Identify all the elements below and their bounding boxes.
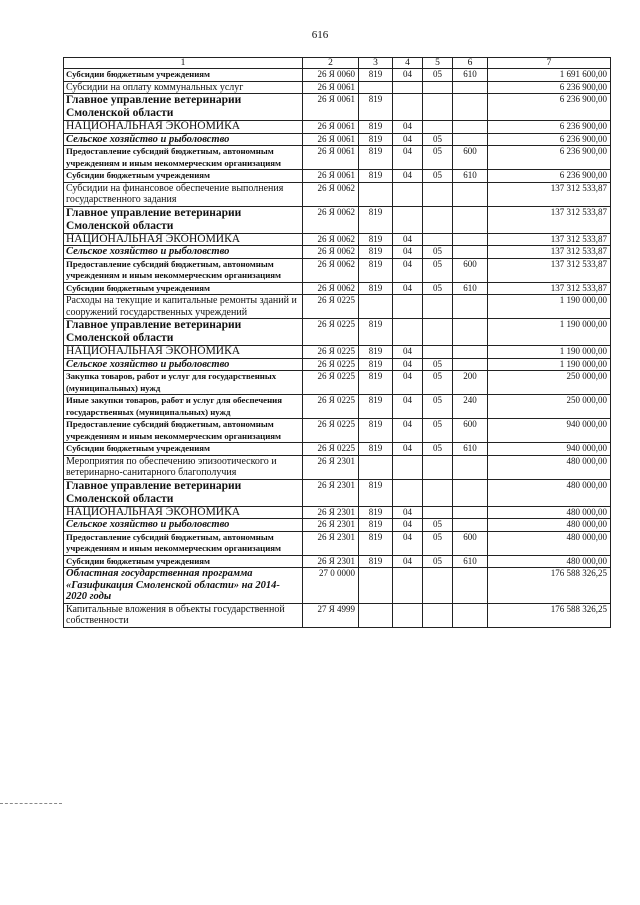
subsection-code: 05: [423, 133, 453, 146]
section-code: 04: [393, 258, 423, 282]
amount: 6 236 900,00: [488, 170, 611, 183]
row-name: Сельское хозяйство и рыболовство: [64, 246, 303, 259]
row-name: Капитальные вложения в объекты государственной собственности: [64, 603, 303, 627]
table-row: [64, 395, 611, 419]
department-code: 819: [359, 358, 393, 371]
subsection-code: 05: [423, 443, 453, 456]
section-code: 04: [393, 371, 423, 395]
subsection-code: [423, 81, 453, 94]
department-code: [359, 295, 393, 319]
row-name: Мероприятия по обеспечению эпизоотического и ветеринарно-санитарного благополучия: [64, 455, 303, 479]
target-article-code: 26 Я 0225: [303, 419, 359, 443]
department-code: 819: [359, 94, 393, 121]
section-code: [393, 81, 423, 94]
row-name: Главное управление ветеринарии Смоленской области: [64, 94, 303, 121]
row-name: Закупка товаров, работ и услуг для государственных (муниципальных) нужд: [64, 371, 303, 395]
section-code: 04: [393, 531, 423, 555]
column-number: 7: [488, 58, 611, 69]
amount: 940 000,00: [488, 419, 611, 443]
row-name: Предоставление субсидий бюджетным, автономным учреждениям и иным некоммерческим организациям: [64, 146, 303, 170]
table-row: [64, 233, 611, 246]
amount: 6 236 900,00: [488, 133, 611, 146]
table-row: [64, 371, 611, 395]
subsection-code: 05: [423, 519, 453, 532]
department-code: 819: [359, 206, 393, 233]
amount: 940 000,00: [488, 443, 611, 456]
department-code: 819: [359, 395, 393, 419]
amount: 6 236 900,00: [488, 121, 611, 134]
subsection-code: [423, 346, 453, 359]
department-code: 819: [359, 419, 393, 443]
target-article-code: 26 Я 2301: [303, 479, 359, 506]
column-number: 5: [423, 58, 453, 69]
expense-type-code: [453, 295, 488, 319]
target-article-code: 26 Я 0225: [303, 395, 359, 419]
expense-type-code: 600: [453, 258, 488, 282]
expense-type-code: 600: [453, 146, 488, 170]
subsection-code: [423, 319, 453, 346]
section-code: [393, 568, 423, 604]
row-name: Субсидии бюджетным учреждениям: [64, 69, 303, 82]
table-row: [64, 133, 611, 146]
target-article-code: 26 Я 0061: [303, 170, 359, 183]
amount: 480 000,00: [488, 555, 611, 568]
department-code: [359, 568, 393, 604]
section-code: 04: [393, 506, 423, 519]
expense-type-code: 240: [453, 395, 488, 419]
column-number: 2: [303, 58, 359, 69]
expense-type-code: [453, 455, 488, 479]
department-code: [359, 81, 393, 94]
table-row: [64, 170, 611, 183]
subsection-code: [423, 94, 453, 121]
target-article-code: 26 Я 0225: [303, 295, 359, 319]
column-number: 1: [64, 58, 303, 69]
target-article-code: 26 Я 0062: [303, 246, 359, 259]
expense-type-code: [453, 519, 488, 532]
department-code: 819: [359, 346, 393, 359]
expense-type-code: [453, 94, 488, 121]
target-article-code: 26 Я 0225: [303, 319, 359, 346]
target-article-code: 26 Я 0062: [303, 206, 359, 233]
section-code: 04: [393, 69, 423, 82]
budget-rows: [64, 69, 611, 628]
amount: 176 588 326,25: [488, 568, 611, 604]
department-code: [359, 603, 393, 627]
expense-type-code: [453, 506, 488, 519]
expense-type-code: [453, 182, 488, 206]
subsection-code: [423, 121, 453, 134]
table-row: [64, 81, 611, 94]
expense-type-code: 200: [453, 371, 488, 395]
target-article-code: 26 Я 0062: [303, 182, 359, 206]
subsection-code: [423, 233, 453, 246]
row-name: Главное управление ветеринарии Смоленской области: [64, 206, 303, 233]
department-code: 819: [359, 531, 393, 555]
table-row: [64, 443, 611, 456]
subsection-code: [423, 455, 453, 479]
target-article-code: 26 Я 2301: [303, 455, 359, 479]
table-row: [64, 568, 611, 604]
subsection-code: 05: [423, 170, 453, 183]
department-code: 819: [359, 319, 393, 346]
section-code: 04: [393, 346, 423, 359]
table-row: [64, 519, 611, 532]
page-number: 616: [311, 29, 329, 41]
table-row: [64, 94, 611, 121]
subsection-code: [423, 603, 453, 627]
target-article-code: 26 Я 0062: [303, 233, 359, 246]
amount: 1 190 000,00: [488, 319, 611, 346]
column-number: 4: [393, 58, 423, 69]
amount: 1 190 000,00: [488, 358, 611, 371]
department-code: 819: [359, 519, 393, 532]
subsection-code: 05: [423, 531, 453, 555]
table-row: [64, 282, 611, 295]
target-article-code: 26 Я 2301: [303, 519, 359, 532]
expense-type-code: 610: [453, 282, 488, 295]
row-name: НАЦИОНАЛЬНАЯ ЭКОНОМИКА: [64, 121, 303, 134]
expense-type-code: [453, 568, 488, 604]
section-code: 04: [393, 419, 423, 443]
target-article-code: 27 Я 4999: [303, 603, 359, 627]
expense-type-code: 610: [453, 443, 488, 456]
subsection-code: 05: [423, 146, 453, 170]
target-article-code: 26 Я 0061: [303, 133, 359, 146]
target-article-code: 27 0 0000: [303, 568, 359, 604]
amount: 6 236 900,00: [488, 81, 611, 94]
row-name: Субсидии бюджетным учреждениям: [64, 282, 303, 295]
subsection-code: 05: [423, 371, 453, 395]
row-name: Субсидии бюджетным учреждениям: [64, 555, 303, 568]
target-article-code: 26 Я 0062: [303, 258, 359, 282]
table-row: [64, 121, 611, 134]
subsection-code: [423, 206, 453, 233]
department-code: 819: [359, 443, 393, 456]
row-name: Расходы на текущие и капитальные ремонты зданий и сооружений государственных учреждений: [64, 295, 303, 319]
budget-sheet: [63, 57, 610, 628]
row-name: Главное управление ветеринарии Смоленской области: [64, 479, 303, 506]
department-code: 819: [359, 282, 393, 295]
expense-type-code: [453, 133, 488, 146]
section-code: 04: [393, 358, 423, 371]
amount: 1 190 000,00: [488, 346, 611, 359]
section-code: 04: [393, 146, 423, 170]
section-code: [393, 206, 423, 233]
amount: 137 312 533,87: [488, 182, 611, 206]
amount: 480 000,00: [488, 531, 611, 555]
subsection-code: 05: [423, 69, 453, 82]
table-row: [64, 531, 611, 555]
table-row: [64, 295, 611, 319]
department-code: [359, 455, 393, 479]
department-code: 819: [359, 233, 393, 246]
section-code: 04: [393, 282, 423, 295]
amount: 480 000,00: [488, 455, 611, 479]
table-row: [64, 358, 611, 371]
department-code: 819: [359, 246, 393, 259]
department-code: [359, 182, 393, 206]
section-code: 04: [393, 121, 423, 134]
amount: 6 236 900,00: [488, 94, 611, 121]
expense-type-code: 610: [453, 555, 488, 568]
target-article-code: 26 Я 0225: [303, 443, 359, 456]
target-article-code: 26 Я 2301: [303, 531, 359, 555]
expense-type-code: [453, 206, 488, 233]
column-number: 6: [453, 58, 488, 69]
department-code: 819: [359, 506, 393, 519]
table-row: [64, 419, 611, 443]
amount: 176 588 326,25: [488, 603, 611, 627]
expense-type-code: [453, 479, 488, 506]
row-name: Предоставление субсидий бюджетным, автономным учреждениям и иным некоммерческим организациям: [64, 258, 303, 282]
section-code: 04: [393, 246, 423, 259]
subsection-code: [423, 506, 453, 519]
table-row: [64, 555, 611, 568]
subsection-code: 05: [423, 282, 453, 295]
amount: 137 312 533,87: [488, 233, 611, 246]
subsection-code: 05: [423, 246, 453, 259]
table-row: [64, 346, 611, 359]
amount: 137 312 533,87: [488, 206, 611, 233]
section-code: 04: [393, 233, 423, 246]
row-name: Субсидии бюджетным учреждениям: [64, 443, 303, 456]
column-number: 3: [359, 58, 393, 69]
section-code: [393, 319, 423, 346]
section-code: 04: [393, 555, 423, 568]
table-row: [64, 258, 611, 282]
target-article-code: 26 Я 0225: [303, 358, 359, 371]
section-code: [393, 94, 423, 121]
amount: 1 190 000,00: [488, 295, 611, 319]
expense-type-code: [453, 358, 488, 371]
amount: 1 691 600,00: [488, 69, 611, 82]
row-name: Субсидии на оплату коммунальных услуг: [64, 81, 303, 94]
amount: 137 312 533,87: [488, 246, 611, 259]
expense-type-code: [453, 233, 488, 246]
subsection-code: 05: [423, 395, 453, 419]
amount: 480 000,00: [488, 519, 611, 532]
department-code: 819: [359, 121, 393, 134]
expense-type-code: 610: [453, 69, 488, 82]
row-name: Главное управление ветеринарии Смоленской области: [64, 319, 303, 346]
amount: 250 000,00: [488, 395, 611, 419]
subsection-code: [423, 182, 453, 206]
department-code: 819: [359, 146, 393, 170]
row-name: НАЦИОНАЛЬНАЯ ЭКОНОМИКА: [64, 233, 303, 246]
budget-table: [63, 57, 611, 628]
subsection-code: 05: [423, 258, 453, 282]
expense-type-code: 600: [453, 531, 488, 555]
target-article-code: 26 Я 0061: [303, 146, 359, 170]
row-name: НАЦИОНАЛЬНАЯ ЭКОНОМИКА: [64, 506, 303, 519]
target-article-code: 26 Я 0060: [303, 69, 359, 82]
row-name: Областная государственная программа «Газификация Смоленской области» на 2014-2020 годы: [64, 568, 303, 604]
target-article-code: 26 Я 0061: [303, 81, 359, 94]
subsection-code: 05: [423, 358, 453, 371]
target-article-code: 26 Я 0225: [303, 346, 359, 359]
row-name: Субсидии на финансовое обеспечение выполнения государственного задания: [64, 182, 303, 206]
table-row: [64, 182, 611, 206]
section-code: 04: [393, 519, 423, 532]
margin-dash-line: [0, 803, 62, 804]
target-article-code: 26 Я 2301: [303, 555, 359, 568]
section-code: 04: [393, 395, 423, 419]
target-article-code: 26 Я 0061: [303, 121, 359, 134]
table-row: [64, 69, 611, 82]
department-code: 819: [359, 69, 393, 82]
subsection-code: [423, 479, 453, 506]
table-row: [64, 206, 611, 233]
section-code: 04: [393, 443, 423, 456]
subsection-code: [423, 568, 453, 604]
row-name: Предоставление субсидий бюджетным, автономным учреждениям и иным некоммерческим организациям: [64, 419, 303, 443]
row-name: Сельское хозяйство и рыболовство: [64, 133, 303, 146]
table-row: [64, 319, 611, 346]
section-code: 04: [393, 170, 423, 183]
department-code: 819: [359, 479, 393, 506]
row-name: Сельское хозяйство и рыболовство: [64, 358, 303, 371]
target-article-code: 26 Я 0061: [303, 94, 359, 121]
row-name: Иные закупки товаров, работ и услуг для обеспечения государственных (муниципальных) нужд: [64, 395, 303, 419]
section-code: [393, 455, 423, 479]
section-code: 04: [393, 133, 423, 146]
department-code: 819: [359, 555, 393, 568]
table-row: [64, 479, 611, 506]
column-number-row: [64, 58, 611, 69]
section-code: [393, 603, 423, 627]
department-code: 819: [359, 133, 393, 146]
expense-type-code: 600: [453, 419, 488, 443]
amount: 250 000,00: [488, 371, 611, 395]
target-article-code: 26 Я 0062: [303, 282, 359, 295]
row-name: Предоставление субсидий бюджетным, автономным учреждениям и иным некоммерческим организациям: [64, 531, 303, 555]
amount: 137 312 533,87: [488, 258, 611, 282]
department-code: 819: [359, 170, 393, 183]
amount: 137 312 533,87: [488, 282, 611, 295]
table-row: [64, 246, 611, 259]
expense-type-code: 610: [453, 170, 488, 183]
amount: 480 000,00: [488, 506, 611, 519]
subsection-code: 05: [423, 555, 453, 568]
table-row: [64, 146, 611, 170]
amount: 6 236 900,00: [488, 146, 611, 170]
row-name: Сельское хозяйство и рыболовство: [64, 519, 303, 532]
target-article-code: 26 Я 0225: [303, 371, 359, 395]
expense-type-code: [453, 81, 488, 94]
expense-type-code: [453, 121, 488, 134]
amount: 480 000,00: [488, 479, 611, 506]
expense-type-code: [453, 603, 488, 627]
section-code: [393, 479, 423, 506]
section-code: [393, 182, 423, 206]
section-code: [393, 295, 423, 319]
table-row: [64, 455, 611, 479]
expense-type-code: [453, 319, 488, 346]
expense-type-code: [453, 346, 488, 359]
row-name: НАЦИОНАЛЬНАЯ ЭКОНОМИКА: [64, 346, 303, 359]
row-name: Субсидии бюджетным учреждениям: [64, 170, 303, 183]
department-code: 819: [359, 371, 393, 395]
subsection-code: 05: [423, 419, 453, 443]
department-code: 819: [359, 258, 393, 282]
subsection-code: [423, 295, 453, 319]
target-article-code: 26 Я 2301: [303, 506, 359, 519]
expense-type-code: [453, 246, 488, 259]
table-row: [64, 506, 611, 519]
table-row: [64, 603, 611, 627]
